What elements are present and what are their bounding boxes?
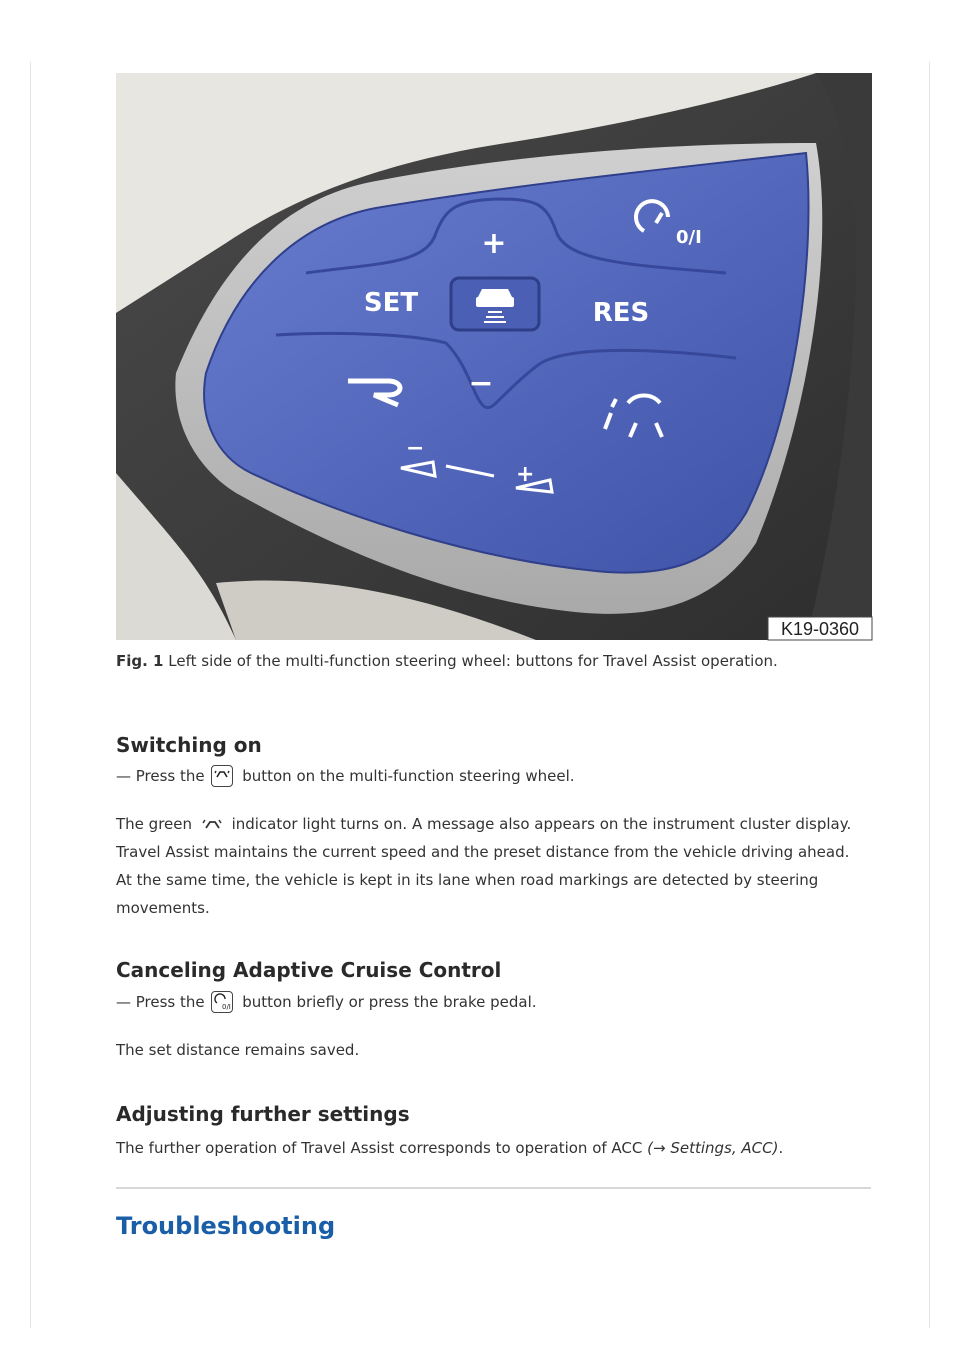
section-divider xyxy=(116,1187,871,1189)
page-margin-line-right xyxy=(929,62,930,1328)
paragraph-line: movements. xyxy=(116,899,210,917)
figure-caption xyxy=(116,652,778,670)
paragraph-line xyxy=(116,814,851,834)
step-prefix: — Press the xyxy=(116,767,205,785)
svg-text:0/I: 0/I xyxy=(222,1003,232,1011)
step-suffix: button on the multi-function steering wheel. xyxy=(242,767,575,785)
heading-canceling-acc: Canceling Adaptive Cruise Control xyxy=(116,958,502,982)
minus-button[interactable]: − xyxy=(468,366,494,401)
heading-troubleshooting: Troubleshooting xyxy=(116,1212,336,1240)
paragraph-line: Travel Assist maintains the current speed and the preset distance from the vehicle driving ahead. xyxy=(116,843,850,861)
figure-caption-text: Left side of the multi-function steering wheel: buttons for Travel Assist operation. xyxy=(168,652,778,670)
step-suffix: button briefly or press the brake pedal. xyxy=(242,993,537,1011)
cruise-on-off-label: 0/I xyxy=(676,227,702,248)
plus-button[interactable]: + xyxy=(481,226,507,261)
paragraph-adjusting xyxy=(116,1138,783,1158)
steering-wheel-figure xyxy=(116,73,872,640)
distance-plus-label: + xyxy=(516,462,535,487)
text-span: indicator light turns on. A message also appears on the instrument cluster display. xyxy=(231,815,852,833)
image-label: K19-0360 xyxy=(780,619,860,639)
distance-minus-label: − xyxy=(406,436,425,461)
page-margin-line-left xyxy=(30,62,31,1328)
heading-switching-on: Switching on xyxy=(116,733,262,757)
text-span: . xyxy=(778,1139,784,1157)
travel-assist-icon xyxy=(211,765,233,787)
step-canceling xyxy=(116,991,537,1013)
figure-caption-label: Fig. 1 xyxy=(116,652,164,670)
travel-assist-indicator-icon xyxy=(201,817,223,831)
cruise-on-off-icon xyxy=(211,991,233,1013)
res-button[interactable]: RES xyxy=(592,298,650,328)
set-button[interactable]: SET xyxy=(363,288,419,318)
step-switching-on xyxy=(116,765,575,787)
heading-adjusting-settings: Adjusting further settings xyxy=(116,1102,410,1126)
text-span: The green xyxy=(116,815,192,833)
paragraph-line: The set distance remains saved. xyxy=(116,1041,360,1059)
cross-reference-link[interactable]: (→ Settings, ACC) xyxy=(647,1139,779,1157)
text-span: The further operation of Travel Assist corresponds to operation of ACC xyxy=(116,1139,643,1157)
step-prefix: — Press the xyxy=(116,993,205,1011)
paragraph-line: At the same time, the vehicle is kept in its lane when road markings are detected by steering xyxy=(116,871,819,889)
